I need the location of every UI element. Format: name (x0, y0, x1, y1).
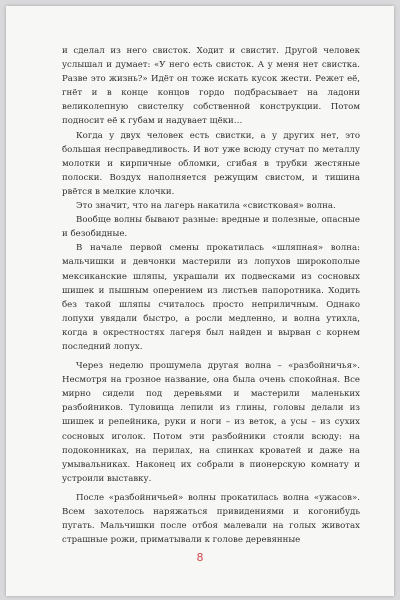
paragraph: и сделал из него свисток. Ходит и свистит. Другой человек услышал и думает: «У него есть свисток. А у меня нет свистка. Разве это жизнь?» Идёт он тоже искать кусок жести. Режет её, гнёт и в конце концов гордо подбрасывает на ладони великолепную свистелку собственной конструкции. Потом подносит её к губам и надувает щёки… (62, 46, 360, 127)
paragraph: В начале первой смены прокатилась «шляпная» волна: мальчишки и девчонки мастерили из лопухов широкополые мексиканские шляпы, украшали их подвесками из сосновых шишек и пышным оперением из листьев папоротника. Ходить без такой шляпы считалось просто неприличным. Однако лопухи увядали быстро, а росли медленно, и волна утихла, когда в окрестностях лагеря был найден и вырван с корнем последний лопух. (62, 243, 360, 352)
body-text (62, 44, 360, 547)
paragraph: Это значит, что на лагерь накатила «свистковая» волна. (76, 201, 336, 212)
paragraph: После «разбойничьей» волны прокатилась волна «ужасов». Всем захотелось наряжаться привидениями и когонибудь пугать. Мальчишки после отбоя малевали на голых животах страшные рожи, приматывали к голове деревянные (62, 492, 360, 546)
paragraph: Вообще волны бывают разные: вредные и полезные, опасные и безобидные. (62, 215, 360, 240)
page-number: 8 (196, 551, 204, 564)
book-page (6, 6, 394, 596)
paragraph: Через неделю прошумела другая волна – «разбойничья». Несмотря на грозное название, она была очень спокойная. Все мирно сидели под деревьями и мастерили маленьких разбойников. Туловища лепили из глины, головы делали из шишек и репейника, руки и ноги – из веток, а усы – из сухих сосновых иголок. Потом эти разбойники стояли всюду: на подоконниках, на перилах, на спинках кроватей и даже на умывальниках. Наконец их собрали в пионерскую комнату и устроили выставку. (62, 361, 360, 484)
paragraph: Когда у двух человек есть свистки, а у других нет, это большая несправедливость. И вот уже всюду стучат по металлу молотки и кирпичные обломки, сгибая в трубки жестяные полоски. Воздух наполняется режущим свистом, и тишина рвётся в мелкие клочки. (62, 130, 360, 197)
